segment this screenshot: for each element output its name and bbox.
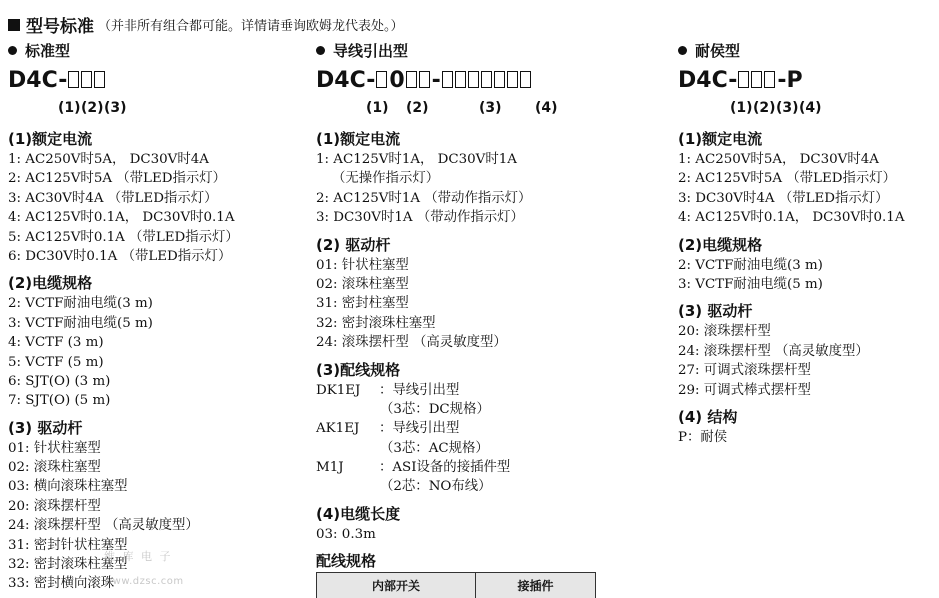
list-item: 2: AC125V时5A （带LED指示灯） [8,169,308,188]
list-item: 20: 滚珠摆杆型 [678,322,933,341]
list-item: 3: DC30V时4A （带LED指示灯） [678,189,933,208]
page-title [8,12,404,37]
cable-code-dash: - [432,68,441,93]
list-item: 02: 滚珠柱塞型 [8,458,308,477]
list-item: 5: VCTF (5 m) [8,353,308,372]
bullet-icon [8,46,17,55]
list-item: 4: VCTF (3 m) [8,333,308,352]
section-title: (3) 驱动杆 [8,417,308,439]
list-item: P：耐侯 [678,428,933,447]
code-box-icon [764,71,775,88]
section-title: (1)额定电流 [8,128,308,150]
weather-position-markers [678,98,933,122]
section-title: (2)电缆规格 [678,234,933,256]
list-item: 03: 0.3m [316,525,616,544]
cable-code-fixed-digit: 0 [389,68,404,93]
position-marker: (1) [366,100,389,116]
wiring-desc: ：导线引出型 [379,381,459,400]
list-item: 2: VCTF耐油电缆(3 m) [8,294,308,313]
column-cable-outlet [316,40,616,572]
column-weather-resistant [678,40,933,447]
standard-heading-text: 标准型 [25,42,70,60]
position-marker: (2) [406,100,429,116]
list-item: 5: AC125V时0.1A （带LED指示灯） [8,228,308,247]
position-marker: (3) [776,100,799,116]
list-item: 3: DC30V时1A （带动作指示灯） [316,208,616,227]
code-box-icon [68,71,79,88]
wiring-desc: ：ASI设备的接插件型 [379,458,510,477]
cable-wiring-list [316,381,616,497]
cable-outlet-model-code [316,64,616,98]
cable-position-markers [316,98,616,122]
wiring-table-title: 配线规格 [316,550,616,572]
list-item: 32: 密封滚珠柱塞型 [316,314,616,333]
list-item: 1: AC250V时5A， DC30V时4A [8,150,308,169]
section-title: (2)电缆规格 [8,272,308,294]
wiring-row [316,458,616,477]
cable-current-title: (1)额定电流 [316,128,616,150]
position-marker: (4) [535,100,558,116]
page-title-text: 型号标准 [26,12,94,37]
list-item: 2: VCTF耐油电缆(3 m) [678,256,933,275]
list-item: 24: 滚珠摆杆型 （高灵敏度型） [678,342,933,361]
list-item: 31: 密封针状柱塞型 [8,536,308,555]
watermark-line1: 维 库 电 子 [104,550,173,563]
list-item: 02: 滚珠柱塞型 [316,275,616,294]
cable-current-list [316,150,616,228]
table-header-row [317,573,596,598]
cable-outlet-heading-text: 导线引出型 [333,42,408,60]
column-standard [8,40,308,594]
wiring-sub: （3芯：AC规格） [316,439,616,458]
bullet-icon [316,46,325,55]
list-item: 20: 滚珠摆杆型 [8,497,308,516]
page-title-note: （并非所有组合都可能。详情请垂询欧姆龙代表处。） [98,15,404,34]
table-header-connector: 接插件 [475,573,595,598]
weather-code-prefix: D4C- [678,68,737,93]
list-item: 3: VCTF耐油电缆(5 m) [8,314,308,333]
list-item: 7: SJT(O) (5 m) [8,391,308,410]
list-item: 27: 可调式滚珠摆杆型 [678,361,933,380]
square-bullet-icon [8,19,20,31]
section-title: (4) 结构 [678,406,933,428]
wiring-code: DK1EJ [316,381,379,400]
list-item: 4: AC125V时0.1A， DC30V时0.1A [678,208,933,227]
code-box-icon [81,71,92,88]
weather-resistant-model-code [678,64,933,98]
cable-wiring-title: (3)配线规格 [316,359,616,381]
wiring-code: M1J [316,458,379,477]
cable-length-list [316,525,616,544]
cable-actuator-list [316,256,616,353]
cable-outlet-heading [316,40,616,62]
list-item: 31: 密封柱塞型 [316,294,616,313]
wiring-sub: （3芯：DC规格） [316,400,616,419]
list-item: 6: SJT(O) (3 m) [8,372,308,391]
position-marker: (3) [479,100,502,116]
list-item: 03: 横向滚珠柱塞型 [8,477,308,496]
wiring-sub: （2芯：NO布线） [316,477,616,496]
list-item: 01: 针状柱塞型 [316,256,616,275]
wiring-desc: ：导线引出型 [379,419,459,438]
wiring-row [316,381,616,400]
weather-resistant-heading [678,40,933,62]
code-box-icon [520,71,531,88]
list-item: 1: AC250V时5A， DC30V时4A [678,150,933,169]
list-item: 01: 针状柱塞型 [8,439,308,458]
code-box-icon [94,71,105,88]
list-item: 3: AC30V时4A （带LED指示灯） [8,189,308,208]
cable-code-prefix: D4C- [316,68,375,93]
standard-spec-sections [8,128,308,594]
position-marker: (4) [799,100,822,116]
section-title: (3) 驱动杆 [678,300,933,322]
list-item: 2: AC125V时5A （带LED指示灯） [678,169,933,188]
cable-length-title: (4)电缆长度 [316,503,616,525]
position-marker: (1) [730,100,753,116]
standard-code-prefix: D4C- [8,68,67,93]
position-marker: (3) [104,100,127,116]
wiring-code: AK1EJ [316,419,379,438]
position-marker: (2) [81,100,104,116]
code-box-icon [494,71,505,88]
standard-heading [8,40,308,62]
code-box-icon [738,71,749,88]
position-marker: (1) [58,100,81,116]
list-item: 2: AC125V时1A （带动作指示灯） [316,189,616,208]
watermark-line2: www.dzsc.com [104,576,184,587]
list-item: 1: AC125V时1A， DC30V时1A [316,150,616,169]
code-box-icon [376,71,387,88]
code-box-icon [419,71,430,88]
code-box-icon [468,71,479,88]
code-box-icon [442,71,453,88]
section-title: (1)额定电流 [678,128,933,150]
list-item: 29: 可调式棒式摆杆型 [678,381,933,400]
code-box-icon [481,71,492,88]
list-item: 32: 密封滚珠柱塞型 [8,555,308,574]
table-header-internal-switch: 内部开关 [317,573,476,598]
list-item: 24: 滚珠摆杆型 （高灵敏度型） [8,516,308,535]
wiring-row [316,419,616,438]
list-item: 33: 密封横向滚珠 [8,574,308,593]
code-box-icon [507,71,518,88]
bullet-icon [678,46,687,55]
list-item: 6: DC30V时0.1A （带LED指示灯） [8,247,308,266]
wiring-spec-table [316,572,596,598]
weather-resistant-heading-text: 耐侯型 [695,42,740,60]
standard-model-code [8,64,308,98]
list-item: 3: VCTF耐油电缆(5 m) [678,275,933,294]
standard-position-markers [8,98,308,122]
position-marker: (2) [753,100,776,116]
code-box-icon [455,71,466,88]
list-item: （无操作指示灯） [316,169,616,188]
list-item: 24: 滚珠摆杆型 （高灵敏度型） [316,333,616,352]
weather-spec-sections [678,128,933,447]
cable-actuator-title: (2) 驱动杆 [316,234,616,256]
weather-code-suffix: -P [777,68,802,93]
list-item: 4: AC125V时0.1A， DC30V时0.1A [8,208,308,227]
code-box-icon [751,71,762,88]
code-box-icon [406,71,417,88]
